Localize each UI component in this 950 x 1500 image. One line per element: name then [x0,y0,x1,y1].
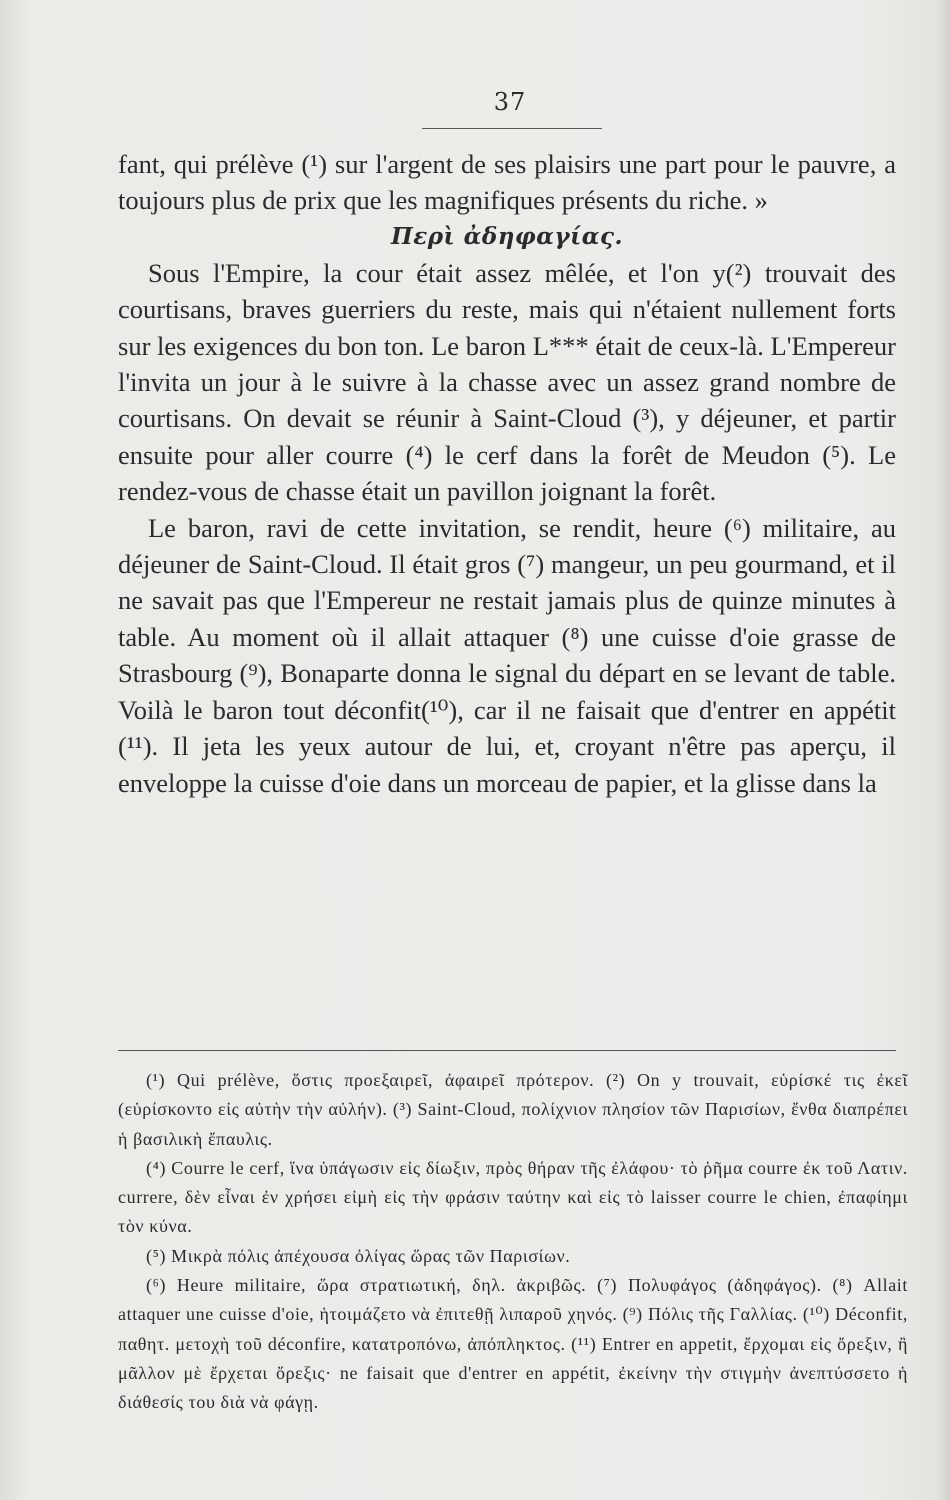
header-rule [422,128,602,129]
footnote: (⁴) Courre le cerf, ἵνα ὑπάγωσιν εἰς δίωξιν, πρὸς θήραν τῆς ἐλάφου· τὸ ῥῆμα courre ἐκ τοῦ Λατιν. currere, δὲν εἶναι ἐν χρήσει εἰμὴ εἰς τὴν φράσιν ταύτην καὶ εἰς τὸ laisser courre le chien, ἐπαφίημι τὸν κύνα. [118,1157,908,1237]
footnote: (¹) Qui prélève, ὅστις προεξαιρεῖ, ἀφαιρεῖ πρότερον. (²) On y trouvait, εὑρίσκέ τις ἐκεῖ (εὑρίσκοντο εἰς αὐτὴν τὴν αὐλήν). (³) Saint-Cloud, πολίχνιον πλησίον τῶν Παρισίων, ἔνθα διαπρέπει ἡ βασιλικὴ ἔπαυλις. [118,1070,908,1149]
footnotes [118,1066,908,1418]
paragraph: Le baron, ravi de cette invitation, se rendit, heure (⁶) militaire, au déjeuner de Saint-Cloud. Il était gros (⁷) mangeur, un peu gourmand, et il ne savait pas que l'Empereur ne restait jamais plus de quinze minutes à table. Au moment où il allait attaquer (⁸) une cuisse d'oie grasse de Strasbourg (⁹), Bonaparte donna le signal du départ en se levant de table. Voilà le baron tout déconfit(¹⁰), car il ne faisait que d'entrer en appétit (¹¹). Il jeta les yeux autour de lui, et, croyant n'être pas aperçu, il enveloppe la cuisse d'oie dans un morceau de papier, et la glisse dans la [118,512,896,798]
section-heading: Περὶ ἀδηφαγίας. [391,222,623,250]
paragraph: Sous l'Empire, la cour était assez mêlée, et l'on y(²) trouvait des courtisans, braves guerriers du reste, mais qui n'étaient nullement forts sur les exigences du bon ton. Le baron L*** était de ceux-là. L'Empereur l'invita un jour à le suivre à la chasse avec un assez grand nombre de courtisans. On devait se réunir à Saint-Cloud (³), y déjeuner, et partir ensuite pour aller courre (⁴) le cerf dans la forêt de Meudon (⁵). Le rendez-vous de chasse était un pavillon joignant la forêt. [118,257,896,507]
paragraph-continued: fant, qui prélève (¹) sur l'argent de ses plaisirs une part pour le pauvre, a toujours plus de prix que les magnifiques présents du riche. » [118,149,896,216]
footnote: (⁵) Μικρὰ πόλις ἀπέχουσα ὀλίγας ὥρας τῶν Παρισίων. [146,1245,571,1266]
footnote: (⁶) Heure militaire, ὥρα στρατιωτική, δηλ. ἀκριβῶς. (⁷) Πολυφάγος (ἀδηφάγος). (⁸) Allait attaquer une cuisse d'oie, ἡτοιμάζετο νὰ ἐπιτεθῇ λιπαροῦ χηνός. (⁹) Πόλις τῆς Γαλλίας. (¹⁰) Déconfit, παθητ. μετοχὴ τοῦ déconfire, κατατροπόνω, ἀπόπληκτος. (¹¹) Entrer en appetit, ἔρχομαι εἰς ὄρεξιν, ἢ μᾶλλον μὲ ἔρχεται ὄρεξις· ne faisait que d'entrer en appétit, ἐκείνην τὴν στιγμὴν ἀνεπτύσσετο ἡ διάθεσίς του διὰ νὰ φάγῃ. [118,1275,908,1413]
footnote-rule [118,1050,896,1051]
page-number: 37 [493,88,527,116]
page-edge-shadow [936,0,950,1500]
main-text [118,146,896,801]
